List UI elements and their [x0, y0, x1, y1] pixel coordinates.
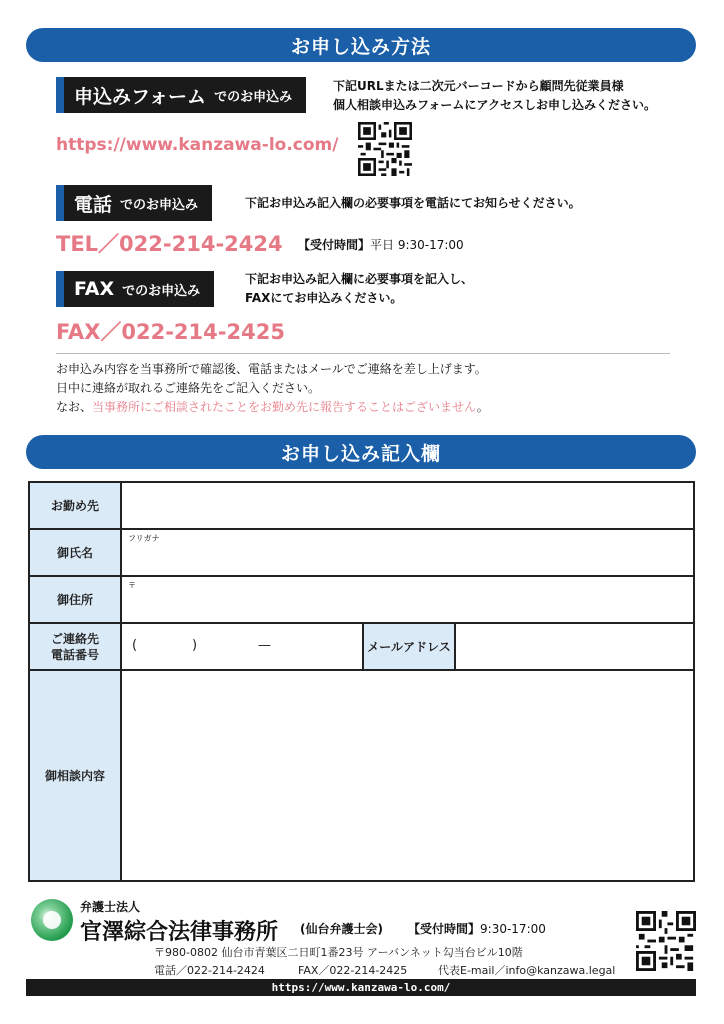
fax-number: FAX／022-214-2425 — [56, 320, 285, 344]
firm-name: 官澤綜合法律事務所 — [80, 920, 279, 945]
address-field[interactable] — [122, 577, 693, 622]
form-method-desc-line1: 下記URLまたは二次元バーコードから顧問先従業員様 — [333, 79, 624, 93]
phone-method-tag-sub: でのお申込み — [120, 197, 199, 213]
phone-method-tag — [56, 185, 212, 221]
fax-method-tag-main: FAX — [74, 278, 115, 300]
application-form — [28, 481, 695, 882]
bar-association: (仙台弁護士会) — [300, 922, 383, 936]
phone-label-line2: 電話番号 — [50, 647, 99, 662]
form-method-tag-sub: でのお申込み — [214, 89, 293, 105]
phone-contact-label — [30, 624, 122, 669]
note-line-3-suffix: 。 — [476, 400, 489, 414]
email-label: メールアドレス — [364, 624, 456, 669]
row-address — [30, 577, 693, 624]
row-name — [30, 530, 693, 577]
footer-hours-value: 9:30-17:00 — [480, 922, 546, 936]
fax-method-description — [245, 270, 473, 308]
section-title-form: お申し込み記入欄 — [26, 435, 696, 469]
qr-code-icon[interactable] — [358, 122, 412, 176]
phone-label-line1: ご連絡先 — [50, 631, 99, 646]
row-employer — [30, 483, 693, 530]
phone-hours-label: 【受付時間】 — [298, 238, 371, 252]
form-method-desc-line2: 個人相談申込みフォームにアクセスしお申し込みください。 — [333, 98, 657, 112]
employer-field[interactable] — [122, 483, 693, 528]
footer-fax: FAX／022-214-2425 — [298, 964, 408, 977]
phone-method-tag-main: 電話 — [74, 193, 113, 216]
tag-accent-bar — [56, 185, 64, 221]
fax-method-desc-line2: FAXにてお申込みください。 — [245, 291, 403, 305]
note-line-2: 日中に連絡が取れるご連絡先をご記入ください。 — [56, 381, 321, 395]
phone-paren-open: ( — [132, 638, 138, 653]
note-privacy-highlight: 当事務所にご相談されたことをお勤め先に報告することはございません — [92, 400, 477, 414]
tag-accent-bar — [56, 77, 64, 113]
footer-contacts — [154, 962, 630, 978]
form-method-tag-main: 申込みフォーム — [74, 85, 207, 108]
note-line-3 — [56, 398, 489, 417]
form-method-tag — [56, 77, 306, 113]
phone-hours-value: 平日 9:30-17:00 — [370, 238, 464, 252]
corp-type: 弁護士法人 — [80, 900, 141, 914]
fax-method-tag-sub: でのお申込み — [122, 283, 201, 299]
fax-method-desc-line1: 下記お申込み記入欄に必要事項を記入し、 — [245, 272, 474, 286]
row-consultation — [30, 671, 693, 880]
consultation-label: 御相談内容 — [30, 671, 122, 880]
phone-field[interactable] — [122, 624, 364, 669]
fax-method-tag — [56, 271, 214, 307]
footer-url-bar[interactable]: https://www.kanzawa-lo.com/ — [26, 979, 696, 996]
footer-tel: 電話／022-214-2424 — [154, 964, 265, 977]
phone-method-description: 下記お申込み記入欄の必要事項を電話にてお知らせください。 — [245, 196, 581, 210]
footer-hours — [408, 920, 546, 937]
section-title-method: お申し込み方法 — [26, 28, 696, 62]
form-url-link[interactable]: https://www.kanzawa-lo.com/ — [56, 135, 339, 155]
furigana-label: フリガナ — [128, 534, 160, 543]
note-line-1: お申込み内容を当事務所で確認後、電話またはメールでご連絡を差し上げます。 — [56, 362, 487, 376]
phone-paren-close: ) — [192, 638, 198, 653]
email-field[interactable] — [456, 624, 693, 669]
postal-mark: 〒 — [128, 581, 136, 590]
phone-dash: — — [258, 638, 271, 653]
phone-number[interactable]: TEL／022-214-2424 — [56, 232, 283, 256]
employer-label: お勤め先 — [30, 483, 122, 528]
form-method-description — [333, 77, 656, 115]
footer-address: 〒980-0802 仙台市青葉区二日町1番23号 アーバンネット勾当台ビル10階 — [154, 946, 523, 959]
consultation-field[interactable] — [122, 671, 693, 880]
name-label: 御氏名 — [30, 530, 122, 575]
divider — [56, 353, 670, 354]
address-label: 御住所 — [30, 577, 122, 622]
footer-email[interactable]: 代表E-mail／info@kanzawa.legal — [438, 964, 616, 977]
firm-logo-icon — [30, 898, 74, 942]
row-phone — [30, 624, 693, 671]
note-line-3-prefix: なお、 — [56, 400, 93, 414]
notes-block — [56, 360, 489, 417]
qr-code-icon[interactable] — [636, 911, 696, 971]
tag-accent-bar — [56, 271, 64, 307]
footer-hours-label: 【受付時間】 — [408, 922, 481, 936]
phone-hours — [298, 236, 464, 253]
name-field[interactable] — [122, 530, 693, 575]
